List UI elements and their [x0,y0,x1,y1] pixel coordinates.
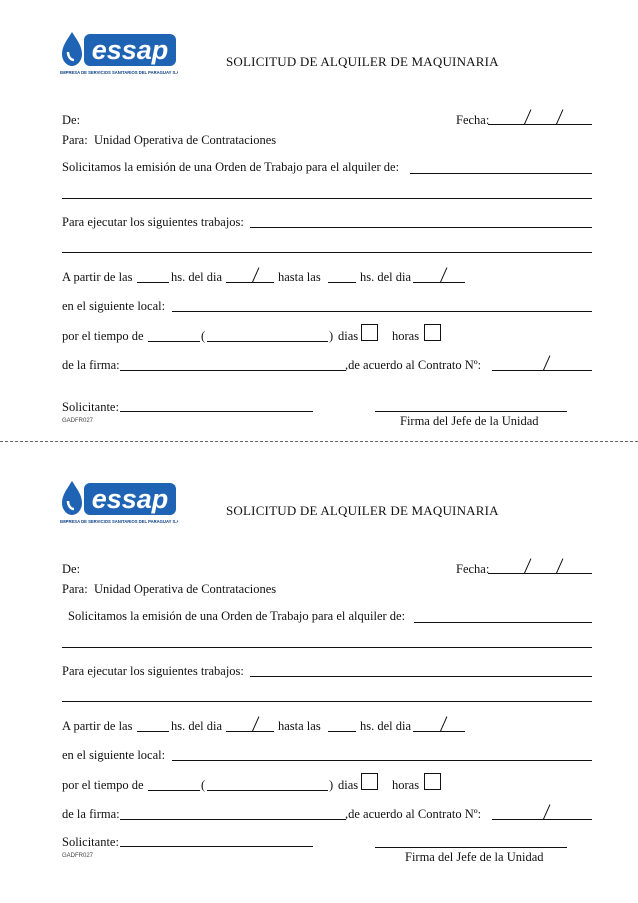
hora-fin-field[interactable] [328,731,356,732]
alquiler-field-line-2[interactable] [62,647,592,648]
hs-del-dia-label-1: hs. del dia [171,270,223,284]
a-partir-label: A partir de las [62,719,133,733]
solicitante-field[interactable] [120,846,313,847]
water-drop-logo-icon [60,28,178,76]
dias-label: dias [338,329,359,343]
dias-checkbox[interactable] [361,773,378,790]
local-field[interactable] [172,760,592,761]
para-value: Unidad Operativa de Contrataciones [93,582,277,596]
de-label: De: [62,562,81,576]
contrato-separator [543,804,550,819]
firma-jefe-line[interactable] [375,411,567,412]
date-separator-1 [524,109,531,124]
firma-label: de la firma: [62,358,120,372]
form-code: GADFR027 [62,418,94,424]
hs-del-dia-label-2: hs. del dia [360,270,412,284]
hora-fin-field[interactable] [328,282,356,283]
hs-del-dia-label-2: hs. del dia [360,719,412,733]
dia-fin-separator [440,267,447,282]
fecha-field[interactable] [488,573,592,574]
firma-label: de la firma: [62,807,120,821]
hora-inicio-field[interactable] [137,282,169,283]
firma-jefe-label: Firma del Jefe de la Unidad [405,850,544,864]
form-title: SOLICITUD DE ALQUILER DE MAQUINARIA [226,54,499,69]
dia-fin-separator [440,716,447,731]
date-separator-2 [556,109,563,124]
local-field[interactable] [172,311,592,312]
contrato-label: ,de acuerdo al Contrato Nº: [345,358,482,372]
horas-checkbox[interactable] [424,324,441,341]
essap-logo [60,28,178,76]
tiempo-letras-field[interactable] [207,790,328,791]
hs-del-dia-label-1: hs. del dia [171,719,223,733]
alquiler-field[interactable] [414,622,592,623]
tiempo-label: por el tiempo de [62,778,144,792]
trabajos-field[interactable] [250,227,592,228]
firma-jefe-label: Firma del Jefe de la Unidad [400,414,539,428]
firma-field[interactable] [120,370,346,371]
water-drop-logo-icon [60,477,178,525]
logo-subtext: EMPRESA DE SERVICIOS SANITARIOS DEL PARAGUAY S.A. [60,519,178,524]
logo-subtext: EMPRESA DE SERVICIOS SANITARIOS DEL PARAGUAY S.A. [60,70,178,75]
firma-jefe-line[interactable] [375,847,567,848]
dia-fin-field[interactable] [413,731,465,732]
alquiler-field[interactable] [410,173,592,174]
date-separator-1 [524,558,531,573]
de-label: De: [62,113,81,127]
cut-line [0,441,638,442]
alquiler-field-line-2[interactable] [62,198,592,199]
solicitamos-label: Solicitamos la emisión de una Orden de Trabajo para el alquiler de: [68,609,406,623]
hora-inicio-field[interactable] [137,731,169,732]
para-label-text: Para: [62,582,88,596]
local-label: en el siguiente local: [62,748,166,762]
solicitante-label: Solicitante: [62,835,119,849]
dia-fin-field[interactable] [413,282,465,283]
ejecutar-label: Para ejecutar los siguientes trabajos: [62,664,244,678]
horas-label: horas [392,778,420,792]
tiempo-label: por el tiempo de [62,329,144,343]
contrato-field[interactable] [492,370,592,371]
horas-label: horas [392,329,420,343]
solicitamos-label: Solicitamos la emisión de una Orden de Trabajo para el alquiler de: [62,160,400,174]
form-2 [0,449,638,889]
contrato-field[interactable] [492,819,592,820]
solicitante-field[interactable] [120,411,313,412]
local-label: en el siguiente local: [62,299,166,313]
date-separator-2 [556,558,563,573]
para-label [62,133,276,147]
trabajos-field-line-2[interactable] [62,252,592,253]
firma-field[interactable] [120,819,346,820]
tiempo-field[interactable] [148,790,200,791]
hasta-label: hasta las [278,270,321,284]
para-label-text: Para: [62,133,88,147]
logo-text: essap [91,35,169,65]
essap-logo [60,477,178,525]
form-title: SOLICITUD DE ALQUILER DE MAQUINARIA [226,503,499,518]
dia-inicio-separator [252,267,259,282]
ejecutar-label: Para ejecutar los siguientes trabajos: [62,215,244,229]
a-partir-label: A partir de las [62,270,133,284]
fecha-label: Fecha: [456,562,490,576]
logo-text: essap [91,484,169,514]
form-code: GADFR027 [62,853,94,859]
fecha-field[interactable] [488,124,592,125]
form-1 [0,0,638,440]
paren-close: ) [329,329,334,343]
dia-inicio-separator [252,716,259,731]
dia-inicio-field[interactable] [226,731,274,732]
para-value: Unidad Operativa de Contrataciones [93,133,277,147]
contrato-separator [543,355,550,370]
solicitante-label: Solicitante: [62,400,119,414]
tiempo-letras-field[interactable] [207,341,328,342]
fecha-label: Fecha: [456,113,490,127]
para-label [62,582,276,596]
horas-checkbox[interactable] [424,773,441,790]
paren-open: ( [201,778,206,792]
dias-checkbox[interactable] [361,324,378,341]
trabajos-field[interactable] [250,676,592,677]
paren-open: ( [201,329,206,343]
paren-close: ) [329,778,334,792]
dia-inicio-field[interactable] [226,282,274,283]
trabajos-field-line-2[interactable] [62,701,592,702]
hasta-label: hasta las [278,719,321,733]
dias-label: dias [338,778,359,792]
tiempo-field[interactable] [148,341,200,342]
contrato-label: ,de acuerdo al Contrato Nº: [345,807,482,821]
